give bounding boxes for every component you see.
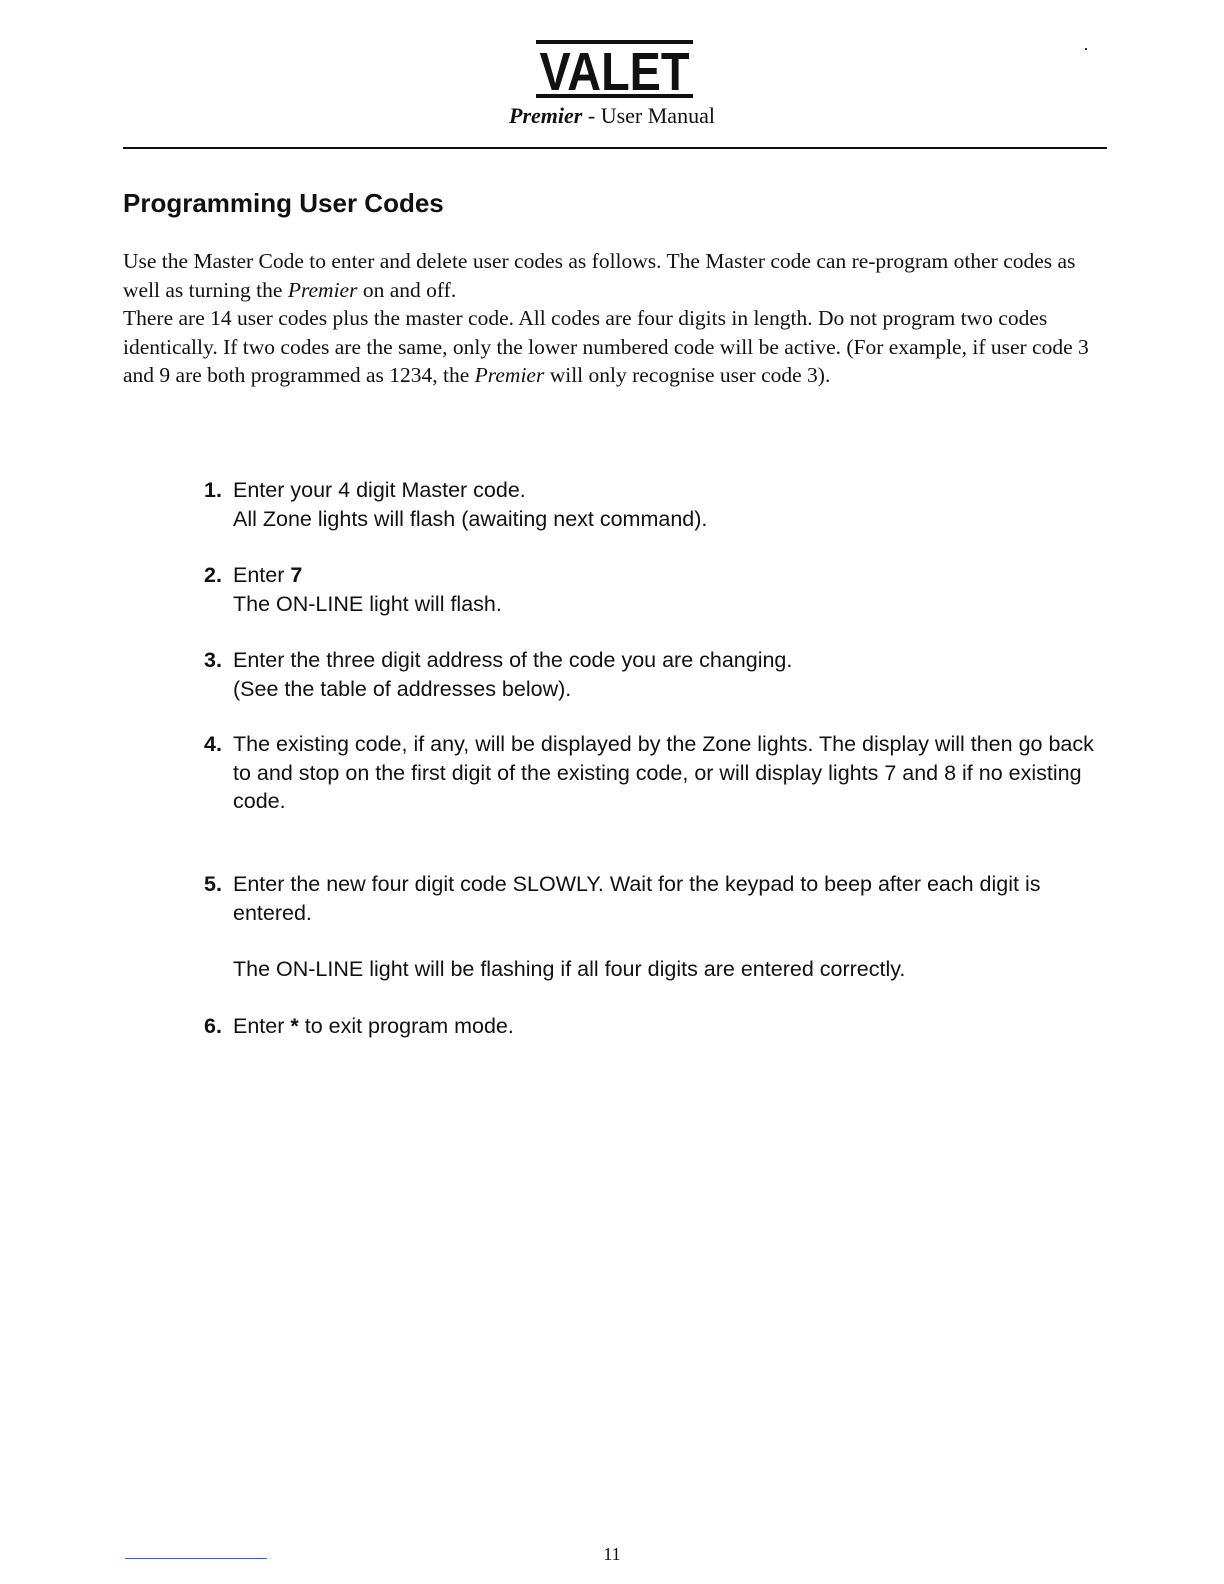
intro-p2-text: There are 14 user codes plus the master code. All codes are four digits in length. Do not program two codes identically. If two codes are the same, only the lower numbered code will be active. (For example, if user code 3 and 9 are both programmed as 1234, the bbox=[123, 306, 1089, 387]
step-text: Enter the new four digit code SLOWLY. Wait for the keypad to beep after each digit is entered. bbox=[233, 872, 1041, 925]
page-number: 11 bbox=[603, 1544, 621, 1564]
key-7: 7 bbox=[290, 563, 303, 587]
intro-paragraph-1 bbox=[123, 247, 1108, 304]
intro-p1-text-end: on and off. bbox=[357, 277, 457, 302]
step-3 bbox=[204, 646, 1114, 703]
step-number: 6. bbox=[204, 1014, 222, 1038]
step-result: All Zone lights will flash (awaiting next command). bbox=[233, 506, 708, 531]
intro-paragraph-2 bbox=[123, 304, 1108, 390]
step-2 bbox=[204, 561, 1114, 618]
step-text: Enter the three digit address of the code you are changing. bbox=[233, 648, 793, 672]
step-1 bbox=[204, 476, 1114, 533]
step-5 bbox=[204, 870, 1114, 927]
valet-logo bbox=[536, 38, 693, 100]
step-number: 5. bbox=[204, 872, 222, 896]
step-text-lead: Enter bbox=[233, 563, 291, 587]
step-number: 2. bbox=[204, 563, 222, 587]
step-number: 1. bbox=[204, 478, 222, 502]
header-rule bbox=[123, 147, 1107, 149]
step-result: The ON-LINE light will flash. bbox=[233, 591, 502, 616]
step-number: 4. bbox=[204, 732, 222, 756]
step-text bbox=[233, 1012, 1114, 1041]
subtitle-rest: - User Manual bbox=[582, 103, 715, 128]
step-text bbox=[233, 561, 1114, 590]
intro-p1-product: Premier bbox=[287, 277, 358, 302]
section-heading: Programming User Codes bbox=[123, 188, 444, 218]
step-text-end: to exit program mode. bbox=[298, 1014, 514, 1038]
star-key: * bbox=[290, 1014, 299, 1038]
intro-p2-text-end: will only recognise user code 3). bbox=[544, 363, 831, 387]
intro-p1-text: Use the Master Code to enter and delete user codes as follows. The Master code can re-program other codes as well as turning the bbox=[123, 249, 1076, 302]
step-number: 3. bbox=[204, 648, 222, 672]
document-subtitle bbox=[0, 103, 1224, 129]
step-6 bbox=[204, 1012, 1114, 1041]
step-result: (See the table of addresses below). bbox=[233, 676, 572, 701]
intro-text bbox=[123, 247, 1108, 390]
product-name: Premier bbox=[509, 103, 583, 128]
step-4 bbox=[204, 730, 1114, 816]
step-text: The existing code, if any, will be displayed by the Zone lights. The display will then go back to and stop on the first digit of the existing code, or will display lights 7 and 8 if no existing code. bbox=[233, 732, 1094, 813]
scan-speck bbox=[1085, 48, 1087, 50]
step-5-result: The ON-LINE light will be flashing if all four digits are entered correctly. bbox=[233, 957, 906, 981]
step-text-lead: Enter bbox=[233, 1014, 291, 1038]
brand-wordmark: VALET bbox=[539, 42, 690, 102]
intro-p2-product: Premier bbox=[474, 363, 545, 387]
step-text: Enter your 4 digit Master code. bbox=[233, 478, 526, 502]
